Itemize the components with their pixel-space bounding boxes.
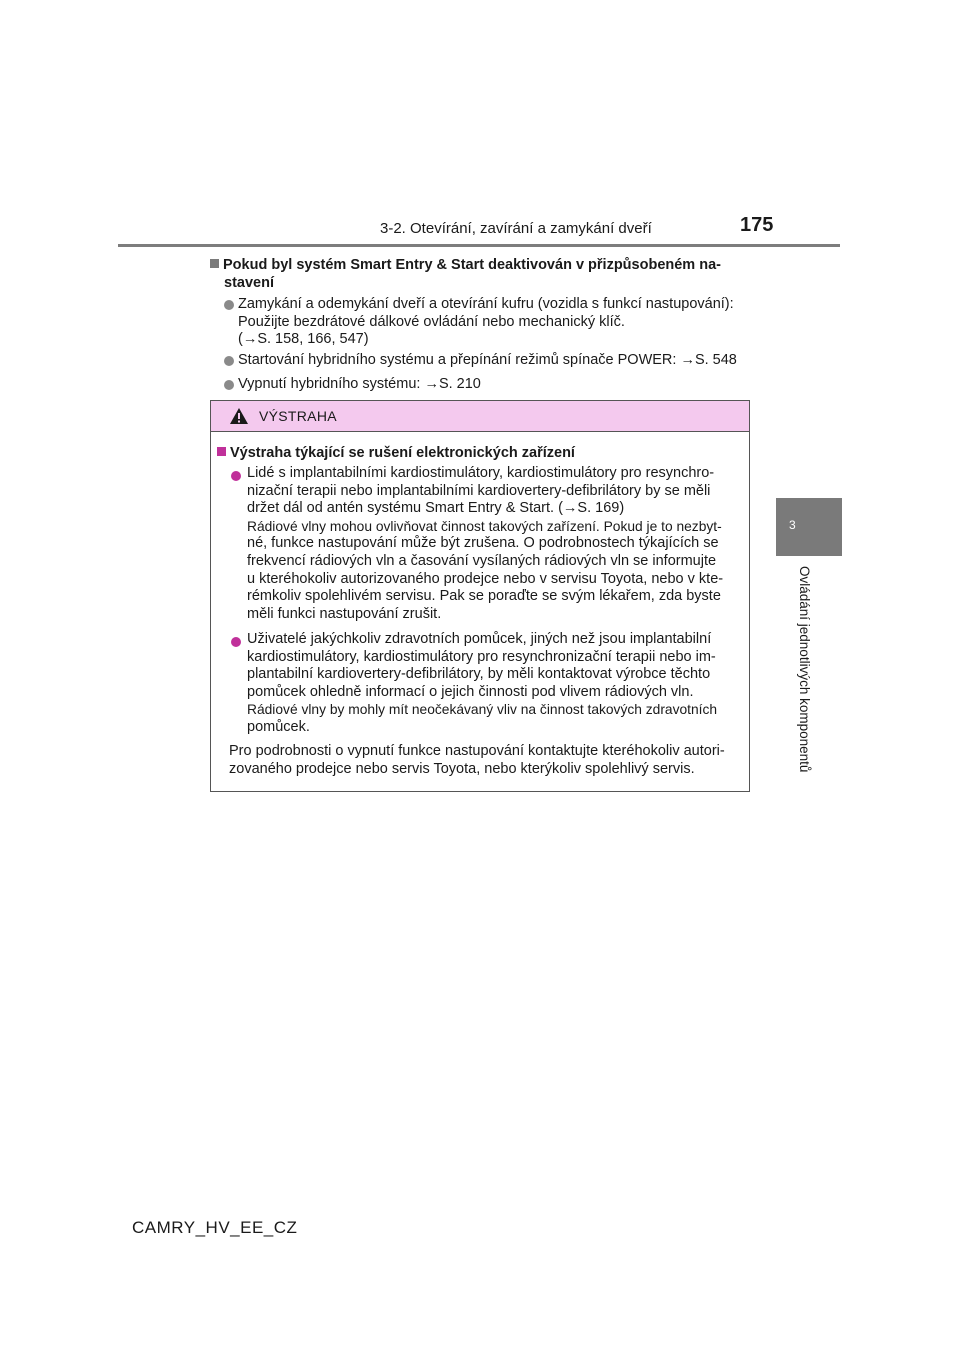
warning-line: u kteréhokoliv autorizovaného prodejce nebo v servisu Toyota, nebo v kte- (247, 570, 724, 587)
chapter-tab (776, 498, 842, 556)
warning-line: měli funkci nastupování zrušit. (247, 605, 442, 622)
warning-line: kardiostimulátory, kardiostimulátory pro resynchronizační terapii nebo im- (247, 648, 716, 665)
page-number: 175 (740, 214, 774, 236)
list-item-line: (→S. 158, 166, 547) (238, 331, 369, 347)
bullet-dot-icon (224, 356, 234, 366)
warning-line: držet dál od antén systému Smart Entry & Start. (→S. 169) (247, 500, 625, 517)
warning-bullet-2 (247, 631, 743, 737)
warning-line: pomůcek ohledně informací o jejich činnosti pod vlivem rádiových vln. (247, 683, 694, 700)
warning-heading-text: Výstraha týkající se rušení elektronických zařízení (230, 445, 575, 461)
main-heading (210, 256, 750, 274)
square-bullet-icon (217, 447, 226, 456)
section-title: 3-2. Otevírání, zavírání a zamykání dveří (380, 220, 652, 237)
warning-line: frekvencí rádiových vln a časování vysílaných rádiových vln se informujte (247, 552, 717, 569)
warning-bullet-1 (247, 465, 743, 623)
warning-line: nizační terapii nebo implantabilními kardiovertery-defibrilátory by se měli (247, 482, 711, 499)
list-item-line: Vypnutí hybridního systému: →S. 210 (238, 376, 481, 392)
document-code: CAMRY_HV_EE_CZ (132, 1218, 298, 1237)
chapter-number: 3 (789, 518, 796, 532)
warning-line: pomůcek. (247, 718, 310, 735)
list-item (210, 352, 750, 370)
bullet-dot-icon (224, 380, 234, 390)
warning-line: Lidé s implantabilními kardiostimulátory, kardiostimulátory pro resynchro- (247, 465, 715, 481)
warning-line: rémkoliv spolehlivém servisu. Pak se poraďte se svým lékařem, zda byste (247, 588, 721, 605)
warning-line: Rádiové vlny by mohly mít neočekávaný vliv na činnost takových zdravotních (247, 702, 718, 718)
warning-line: Rádiové vlny mohou ovlivňovat činnost takových zařízení. Pokud je to nezbyt- (247, 518, 722, 534)
warning-triangle-icon (229, 407, 249, 425)
list-item (210, 376, 750, 394)
warning-line: né, funkce nastupování může být zrušena. O podrobnostech týkajících se (247, 535, 719, 552)
square-bullet-icon (210, 259, 219, 268)
bullet-dot-icon (231, 637, 241, 647)
list-item (210, 296, 750, 349)
warning-line: Pro podrobnosti o vypnutí funkce nastupování kontaktujte kteréhokoliv autori- (229, 743, 725, 759)
warning-line: plantabilní kardiovertery-defibrilátory, by měli kontaktovat výrobce těchto (247, 666, 711, 683)
main-heading-line2: stavení (224, 275, 274, 291)
bullet-dot-icon (224, 300, 234, 310)
warning-box (210, 400, 750, 792)
list-item-line: Použijte bezdrátové dálkové ovládání nebo mechanický klíč. (238, 313, 625, 330)
main-heading-line1: Pokud byl systém Smart Entry & Start deaktivován v přizpůsobeném na- (223, 257, 721, 273)
list-item-line: Zamykání a odemykání dveří a otevírání kufru (vozidla s funkcí nastupování): (238, 296, 734, 312)
list-item-line: Startování hybridního systému a přepínání režimů spínače POWER: →S. 548 (238, 352, 737, 368)
warning-title: VÝSTRAHA (259, 408, 337, 424)
warning-header (211, 401, 749, 432)
chapter-title: Ovládání jednotlivých komponentů (797, 566, 812, 773)
warning-line: Uživatelé jakýchkoliv zdravotních pomůcek, jiných než jsou implantabilní (247, 631, 712, 647)
warning-closing (229, 743, 743, 778)
warning-heading (217, 445, 737, 463)
warning-line: zovaného prodejce nebo servis Toyota, nebo kterýkoliv spolehlivý servis. (229, 760, 695, 777)
header-rule (118, 244, 840, 247)
bullet-dot-icon (231, 471, 241, 481)
